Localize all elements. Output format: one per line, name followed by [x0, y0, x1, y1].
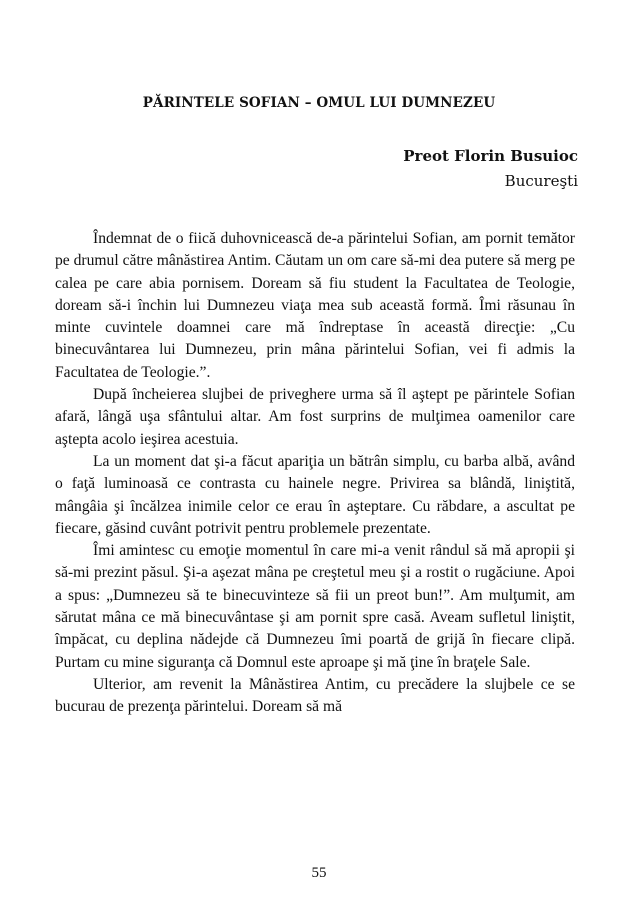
- paragraph: La un moment dat şi-a făcut apariţia un bătrân simplu, cu barba albă, având o faţă luminoasă ce contrasta cu hainele negre. Privirea sa blândă, liniştită, mângâia şi încălzea inimile celor ce erau în aşteptare. Cu răbdare, a ascultat pe fiecare, găsind cuvânt potrivit pentru problemele prezentate.: [55, 452, 575, 537]
- paragraph: Ulterior, am revenit la Mânăstirea Antim, cu precădere la slujbele ce se bucurau de prezenţa părintelui. Doream să mă: [55, 675, 575, 716]
- paragraph: Îndemnat de o fiică duhovnicească de-a părintelui Sofian, am pornit temător pe drumul către mânăstirea Antim. Căutam un om care să-mi dea putere să merg pe calea pe care abia pornisem. Doream să fiu student la Facultatea de Teologie, doream să-i închin lui Dumnezeu viaţa mea sub această formă. Îmi răsunau în minte cuvintele doamnei care mă îndreptase în această direcţie: „Cu binecuvântarea lui Dumnezeu, prin mâna părintelui Sofian, vei fi admis la Facultatea de Teologie.”.: [55, 230, 575, 381]
- paragraph: Îmi amintesc cu emoţie momentul în care mi-a venit rândul să mă apropii şi să-mi prezint păsul. Şi-a aşezat mâna pe creştetul meu şi a rostit o rugăciune. Apoi a spus: „Dumnezeu să te binecuvinteze să fii un preot bun!”. Am mulţumit, am sărutat mâna ce mă binecuvântase şi am pornit spre casă. Aveam sufletul liniştit, împăcat, cu deplina nădejde că Dumnezeu îmi poartă de grijă în fiecare clipă. Purtam cu mine siguranţa că Domnul este aproape şi mă ţine în braţele Sale.: [55, 542, 575, 671]
- paragraph: După încheierea slujbei de priveghere urma să îl aştept pe părintele Sofian afară, lângă uşa sfântului altar. Am fost surprins de mulţimea oamenilor care aştepta acolo ieşirea acestuia.: [55, 386, 575, 448]
- author-city: Bucureşti: [504, 172, 578, 190]
- page-number: 55: [311, 865, 327, 881]
- author-name: Preot Florin Busuioc: [403, 147, 578, 165]
- chapter-title: PĂRINTELE SOFIAN – OMUL LUI DUMNEZEU: [142, 95, 496, 111]
- body-text: [55, 228, 575, 719]
